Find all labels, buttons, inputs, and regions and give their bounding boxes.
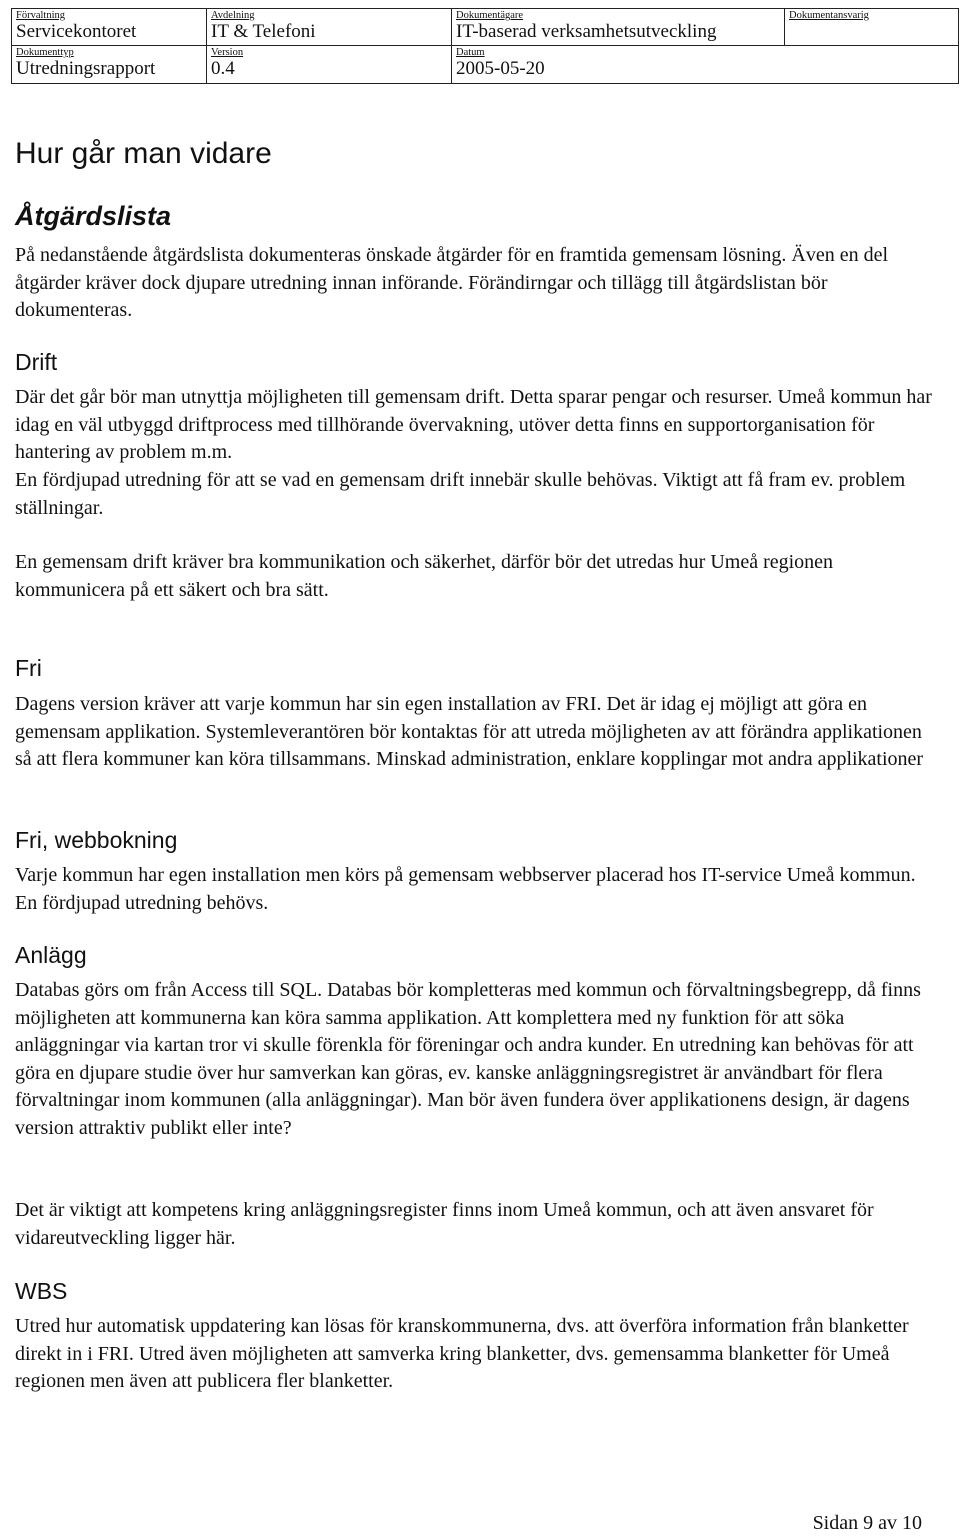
header-label: Dokumenttyp xyxy=(16,47,74,58)
header-value: IT-baserad verksamhetsutveckling xyxy=(456,21,717,42)
section-title-atgardslista: Åtgärdslista xyxy=(15,201,172,231)
heading-anlagg: Anlägg xyxy=(15,942,87,968)
header-label: Dokumentansvarig xyxy=(789,10,869,21)
header-cell-avdelning xyxy=(207,9,452,46)
header-label: Datum xyxy=(456,47,485,58)
document-header xyxy=(11,8,959,84)
page-title: Hur går man vidare xyxy=(15,137,272,170)
heading-fri: Fri xyxy=(15,655,42,681)
header-cell-forvaltning xyxy=(12,9,207,46)
header-value: Servicekontoret xyxy=(16,21,137,42)
header-value: IT & Telefoni xyxy=(211,21,316,42)
header-label: Version xyxy=(211,47,244,58)
intro-paragraph: På nedanstående åtgärdslista dokumenteras önskade åtgärder för en framtida gemensam lösning. Även en del åtgärder kräver dock djupare utredning innan införande. Förändirngar och tillägg till åtgärdslistan bör dokumenteras. xyxy=(15,244,889,321)
header-value xyxy=(789,21,958,23)
drift-paragraph-3: En gemensam drift kräver bra kommunikation och säkerhet, därför bör det utredas hur Umeå regionen kommunicera på ett säkert och bra sätt. xyxy=(15,551,834,601)
drift-paragraph-2: En fördjupad utredning för att se vad en gemensam drift innebär skulle behövas. Viktigt att få fram ev. problem ställningar. xyxy=(15,469,906,519)
header-cell-datum xyxy=(452,46,959,84)
header-cell-dokumentagare xyxy=(452,9,785,46)
header-value: 0.4 xyxy=(211,58,235,79)
wbs-paragraph: Utred hur automatisk uppdatering kan lösas för kranskommunerna, dvs. att överföra information från blanketter direkt in i FRI. Utred även möjligheten att samverka kring blanketter, dvs. gemensamma blanketter för Umeå regionen men även att publicera fler blanketter. xyxy=(15,1315,909,1392)
header-cell-dokumenttyp xyxy=(12,46,207,84)
heading-fri-webbokning: Fri, webbokning xyxy=(15,827,178,853)
header-value: 2005-05-20 xyxy=(456,58,545,79)
header-value: Utredningsrapport xyxy=(16,58,156,79)
drift-paragraph-1: Där det går bör man utnyttja möjligheten till gemensam drift. Detta sparar pengar och resurser. Umeå kommun har idag en väl utbyggd driftprocess med tillhörande övervakning, utöver detta finns en supportorganisation för hantering av problem m.m. xyxy=(15,386,932,463)
anlagg-paragraph-2: Det är viktigt att kompetens kring anläggningsregister finns inom Umeå kommun, och att även ansvaret för vidareutveckling ligger här. xyxy=(15,1199,874,1249)
header-label: Avdelning xyxy=(211,10,255,21)
header-label: Förvaltning xyxy=(16,10,65,21)
fri-paragraph: Dagens version kräver att varje kommun har sin egen installation av FRI. Det är idag ej möjligt att göra en gemensam applikation. Systemleverantören bör kontaktas för att utreda möjligheten av att förändra applikationen så att flera kommuner kan köra tillsammans. Minskad administration, enklare kopplingar mot andra applikationer xyxy=(15,693,924,770)
heading-drift: Drift xyxy=(15,349,58,375)
header-cell-version xyxy=(207,46,452,84)
anlagg-paragraph-1: Databas görs om från Access till SQL. Databas bör kompletteras med kommun och förvaltningsbegrepp, då finns möjligheten att kommunerna kan köra samma applikation. Att komplettera med ny funktion för att söka anläggningar via kartan tror vi skulle förenkla för föreningar och andra kunder. En utredning kan behövas för att göra en djupare studie över hur samverkan kan göras, ev. kanske anläggningsregistret är användbart för flera förvaltningar inom kommunen (alla anläggningar). Man bör även fundera över applikationens design, är dagens version attraktiv publikt eller inte? xyxy=(15,979,921,1139)
fri-webbokning-paragraph: Varje kommun har egen installation men körs på gemensam webbserver placerad hos IT-service Umeå kommun. En fördjupad utredning behövs. xyxy=(15,864,916,914)
header-cell-dokumentansvarig xyxy=(785,9,959,46)
heading-wbs: WBS xyxy=(15,1278,68,1304)
header-label: Dokumentägare xyxy=(456,10,524,21)
page-number: Sidan 9 av 10 xyxy=(812,1512,922,1534)
